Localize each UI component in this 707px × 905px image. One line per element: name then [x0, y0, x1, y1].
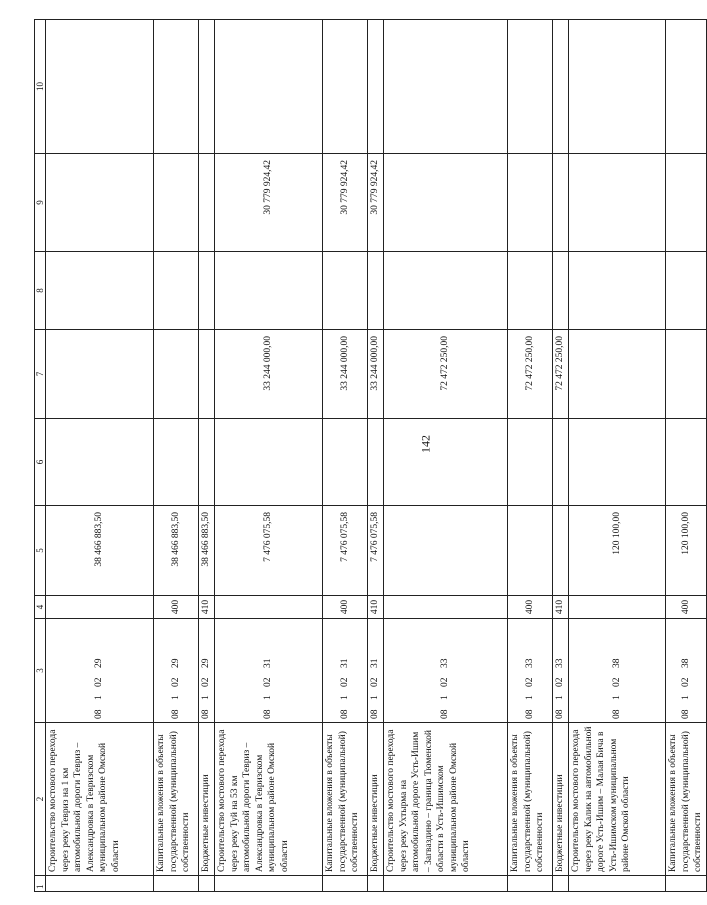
- column-number: 5: [35, 506, 46, 596]
- amount-c6: [199, 419, 215, 506]
- expense-type-code: [569, 596, 666, 619]
- amount-c9: [199, 154, 215, 252]
- table-row: [154, 20, 199, 892]
- code-part: 08: [680, 709, 691, 719]
- amount-c5: 38 466 883,50: [154, 506, 199, 596]
- amount-c9: [46, 154, 154, 252]
- amount-c5: 7 476 075,58: [368, 506, 384, 596]
- amount-c10: [384, 20, 508, 154]
- code-part: 1: [524, 695, 535, 700]
- column-number: 9: [35, 154, 46, 252]
- amount-c8: [368, 252, 384, 330]
- amount-c7: [46, 330, 154, 419]
- item-name: Строительство мостового перехода через реку Ухтырма на автомобильной дороге Усть-Ишим – Загваздино – граница Тюменской области в Усть-Ишимском муниципальном районе Омской области: [384, 723, 508, 876]
- item-name: Строительство мостового перехода через реку Калик на автомобильной дороге Усть-Ишим – Малая Бича в Усть-Ишимском муниципальном районе Омской области: [569, 723, 666, 876]
- code-part: 1: [94, 695, 105, 700]
- amount-c7: [199, 330, 215, 419]
- amount-c6: [323, 419, 368, 506]
- amount-c8: [323, 252, 368, 330]
- amount-c8: [508, 252, 553, 330]
- expense-type-code: [215, 596, 323, 619]
- item-name: Бюджетные инвестиции: [553, 723, 569, 876]
- amount-c6: [553, 419, 569, 506]
- amount-c10: [215, 20, 323, 154]
- code-part: 33: [524, 658, 535, 668]
- table-row: [199, 20, 215, 892]
- amount-c7: [666, 330, 707, 419]
- amount-c8: [553, 252, 569, 330]
- col1-cell: [368, 876, 384, 892]
- code-part: 1: [339, 695, 350, 700]
- amount-c6: [215, 419, 323, 506]
- budget-code: [154, 619, 199, 723]
- amount-c10: [508, 20, 553, 154]
- amount-c7: 33 244 000,00: [215, 330, 323, 419]
- code-part: 08: [94, 709, 105, 719]
- table-row: [666, 20, 707, 892]
- code-part: 29: [170, 658, 181, 668]
- code-part: 08: [440, 709, 451, 719]
- code-part: 08: [611, 709, 622, 719]
- amount-c7: [154, 330, 199, 419]
- code-part: 08: [201, 709, 212, 719]
- budget-code: [46, 619, 154, 723]
- column-number: 4: [35, 596, 46, 619]
- amount-c10: [569, 20, 666, 154]
- amount-c5: 7 476 075,58: [323, 506, 368, 596]
- code-part: 29: [94, 658, 105, 668]
- expense-type-code: 410: [553, 596, 569, 619]
- code-part: 08: [339, 709, 350, 719]
- budget-code: [384, 619, 508, 723]
- code-part: 02: [370, 677, 381, 687]
- table-row: [384, 20, 508, 892]
- amount-c5: 120 100,00: [569, 506, 666, 596]
- amount-c7: 72 472 250,00: [553, 330, 569, 419]
- amount-c10: [553, 20, 569, 154]
- amount-c7: 33 244 000,00: [368, 330, 384, 419]
- code-part: 1: [170, 695, 181, 700]
- code-part: 02: [339, 677, 350, 687]
- amount-c7: [569, 330, 666, 419]
- amount-c9: [569, 154, 666, 252]
- budget-code: [666, 619, 707, 723]
- amount-c8: [384, 252, 508, 330]
- amount-c5: [553, 506, 569, 596]
- item-name: Бюджетные инвестиции: [199, 723, 215, 876]
- code-part: 1: [440, 695, 451, 700]
- amount-c6: [46, 419, 154, 506]
- col1-cell: [569, 876, 666, 892]
- amount-c7: 33 244 000,00: [323, 330, 368, 419]
- amount-c9: [384, 154, 508, 252]
- col1-cell: [323, 876, 368, 892]
- code-part: 02: [94, 677, 105, 687]
- amount-c9: [666, 154, 707, 252]
- amount-c6: [508, 419, 553, 506]
- column-number-row: [35, 20, 46, 892]
- budget-code: [215, 619, 323, 723]
- code-part: 1: [201, 695, 212, 700]
- table-row: [368, 20, 384, 892]
- amount-c8: [154, 252, 199, 330]
- amount-c8: [46, 252, 154, 330]
- amount-c6: [666, 419, 707, 506]
- col1-cell: [553, 876, 569, 892]
- code-part: 33: [555, 658, 566, 668]
- budget-code: [569, 619, 666, 723]
- amount-c9: [553, 154, 569, 252]
- code-part: 02: [170, 677, 181, 687]
- budget-table: [34, 19, 707, 892]
- code-part: 38: [611, 658, 622, 668]
- expense-type-code: 400: [323, 596, 368, 619]
- amount-c6: [368, 419, 384, 506]
- code-part: 1: [263, 695, 274, 700]
- budget-code: [553, 619, 569, 723]
- budget-code: [199, 619, 215, 723]
- amount-c7: 72 472 250,00: [508, 330, 553, 419]
- col1-cell: [666, 876, 707, 892]
- code-part: 33: [440, 658, 451, 668]
- table-row: [323, 20, 368, 892]
- amount-c8: [569, 252, 666, 330]
- code-part: 08: [524, 709, 535, 719]
- column-number: 6: [35, 419, 46, 506]
- amount-c10: [199, 20, 215, 154]
- code-part: 1: [555, 695, 566, 700]
- page-number: 142: [418, 435, 433, 453]
- code-part: 1: [611, 695, 622, 700]
- budget-code: [368, 619, 384, 723]
- code-part: 08: [263, 709, 274, 719]
- amount-c6: [569, 419, 666, 506]
- table-row: [508, 20, 553, 892]
- table-row: [215, 20, 323, 892]
- expense-type-code: 400: [508, 596, 553, 619]
- item-name: Капитальные вложения в объекты государственной (муниципальной) собственности: [666, 723, 707, 876]
- amount-c5: [508, 506, 553, 596]
- amount-c8: [215, 252, 323, 330]
- item-name: Капитальные вложения в объекты государственной (муниципальной) собственности: [508, 723, 553, 876]
- col1-cell: [384, 876, 508, 892]
- expense-type-code: 410: [368, 596, 384, 619]
- code-part: 38: [680, 658, 691, 668]
- item-name: Строительство мостового перехода через реку Туй на 53 км автомобильной дороги Тевриз – Александровка в Тевризском муниципальном районе Омской области: [215, 723, 323, 876]
- code-part: 29: [201, 658, 212, 668]
- item-name: Строительство мостового перехода через реку Тевриз на 1 км автомобильной дороги Тевриз – Александровка в Тевризском муниципальном районе Омской области: [46, 723, 154, 876]
- code-part: 1: [680, 695, 691, 700]
- item-name: Капитальные вложения в объекты государственной (муниципальной) собственности: [154, 723, 199, 876]
- table-row: [553, 20, 569, 892]
- amount-c10: [368, 20, 384, 154]
- amount-c8: [666, 252, 707, 330]
- col1-cell: [154, 876, 199, 892]
- amount-c6: [154, 419, 199, 506]
- amount-c9: 30 779 924,42: [323, 154, 368, 252]
- amount-c7: 72 472 250,00: [384, 330, 508, 419]
- table-row: [46, 20, 154, 892]
- code-part: 08: [170, 709, 181, 719]
- code-part: 1: [370, 695, 381, 700]
- expense-type-code: 400: [154, 596, 199, 619]
- item-name: Капитальные вложения в объекты государственной (муниципальной) собственности: [323, 723, 368, 876]
- col1-cell: [508, 876, 553, 892]
- code-part: 02: [440, 677, 451, 687]
- item-name: Бюджетные инвестиции: [368, 723, 384, 876]
- column-number: 10: [35, 20, 46, 154]
- code-part: 02: [611, 677, 622, 687]
- expense-type-code: [384, 596, 508, 619]
- budget-code: [508, 619, 553, 723]
- column-number: 1: [35, 876, 46, 892]
- amount-c10: [154, 20, 199, 154]
- amount-c10: [666, 20, 707, 154]
- amount-c5: 7 476 075,58: [215, 506, 323, 596]
- code-part: 08: [370, 709, 381, 719]
- amount-c5: [384, 506, 508, 596]
- amount-c10: [46, 20, 154, 154]
- code-part: 02: [524, 677, 535, 687]
- amount-c9: [508, 154, 553, 252]
- column-number: 3: [35, 619, 46, 723]
- column-number: 7: [35, 330, 46, 419]
- amount-c10: [323, 20, 368, 154]
- code-part: 02: [555, 677, 566, 687]
- code-part: 31: [263, 658, 274, 668]
- expense-type-code: [46, 596, 154, 619]
- col1-cell: [215, 876, 323, 892]
- amount-c6: [384, 419, 508, 506]
- code-part: 02: [263, 677, 274, 687]
- code-part: 02: [680, 677, 691, 687]
- budget-table-rotated: [34, 20, 704, 892]
- table-row: [569, 20, 666, 892]
- code-part: 31: [339, 658, 350, 668]
- expense-type-code: 410: [199, 596, 215, 619]
- amount-c5: 38 466 883,50: [199, 506, 215, 596]
- amount-c5: 120 100,00: [666, 506, 707, 596]
- budget-code: [323, 619, 368, 723]
- col1-cell: [199, 876, 215, 892]
- col1-cell: [46, 876, 154, 892]
- expense-type-code: 400: [666, 596, 707, 619]
- amount-c5: 38 466 883,50: [46, 506, 154, 596]
- amount-c9: 30 779 924,42: [215, 154, 323, 252]
- column-number: 2: [35, 723, 46, 876]
- amount-c9: [154, 154, 199, 252]
- code-part: 08: [555, 709, 566, 719]
- amount-c9: 30 779 924,42: [368, 154, 384, 252]
- code-part: 02: [201, 677, 212, 687]
- amount-c8: [199, 252, 215, 330]
- code-part: 31: [370, 658, 381, 668]
- column-number: 8: [35, 252, 46, 330]
